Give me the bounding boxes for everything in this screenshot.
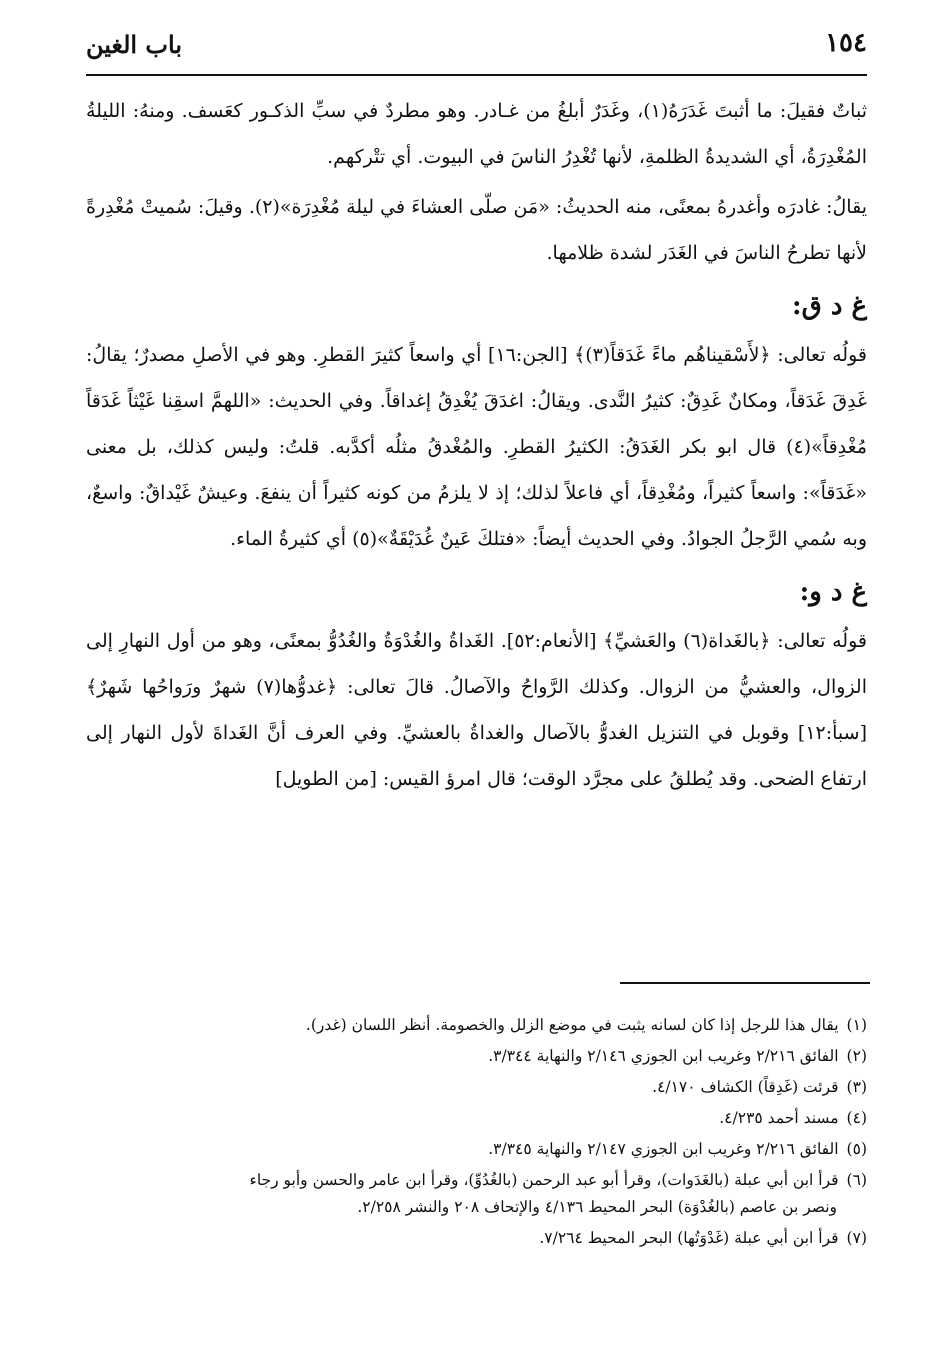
page-number: ١٥٤ bbox=[825, 28, 867, 58]
footnote bbox=[86, 1043, 867, 1070]
main-text bbox=[86, 88, 867, 802]
footnote-number: (٤) bbox=[846, 1109, 867, 1127]
body-paragraph: يقالُ: غادرَه وأغدرهُ بمعنًى، منه الحديثُ: «مَن صلّى العشاءَ في ليلة مُغْدِرَة»(٢). وقيلَ: سُميتْ مُغْدِرةً لأنها تطرحُ الناسَ في الغَدَر لشدة ظلامها. bbox=[86, 196, 867, 264]
body-paragraph: ثباتٌ فقيلَ: ما أثبتَ غَدَرَهُ(١)، وغَدَرٌ أبلغُ من غـادر. وهو مطردٌ في سبِّ الذكـور كعَسف. ومنهُ: الليلةُ المُغْدِرَةُ، أي الشديدةُ الظلمةِ، لأنها تُغْدِرُ الناسَ في البيوت. أي تتْركهم. bbox=[86, 100, 867, 168]
footnote-text: الفائق ٢/٢١٦ وغريب ابن الجوزي ٢/١٤٦ والنهاية ٣/٣٤٤. bbox=[488, 1047, 839, 1065]
footnote bbox=[86, 1012, 867, 1039]
footnote-number: (٢) bbox=[846, 1047, 867, 1065]
footnote-text: قرئت (غَدِقاً) الكشاف ٤/١٧٠. bbox=[652, 1078, 839, 1096]
footnote bbox=[86, 1105, 867, 1132]
footnote bbox=[86, 1136, 867, 1163]
footnote-text: قرأ ابن أبي عبلة (بالغَدَوات)، وقرأ أبو عبد الرحمن (بالغُدُوِّ)، وقرأ ابن عامر والحسن وأبو رجاء bbox=[249, 1171, 839, 1189]
footnote-divider bbox=[620, 982, 870, 984]
footnote-text: يقال هذا للرجل إذا كان لسانه يثبت في موضع الزلل والخصومة. أنظر اللسان (غدر). bbox=[305, 1016, 839, 1034]
running-title: باب الغين bbox=[86, 30, 183, 59]
footnote bbox=[86, 1225, 867, 1252]
footnote-number: (٥) bbox=[846, 1140, 867, 1158]
footnote-text: قرأ ابن أبي عبلة (غَدْوَتُها) البحر المحيط ٧/٢٦٤. bbox=[539, 1229, 839, 1247]
footnote-continuation: ونصر بن عاصم (بالغُدْوَة) البحر المحيط ٤/١٣٦ والإتحاف ٢٠٨ والنشر ٢/٢٥٨. bbox=[357, 1198, 837, 1216]
footnote-number: (١) bbox=[846, 1016, 867, 1034]
footnote bbox=[86, 1074, 867, 1101]
root-heading: غ د و: bbox=[799, 577, 867, 607]
footnote-text: الفائق ٢/٢١٦ وغريب ابن الجوزي ٢/١٤٧ والنهاية ٣/٣٤٥. bbox=[488, 1140, 839, 1158]
page-header bbox=[86, 26, 867, 76]
footnote-text: مسند أحمد ٤/٢٣٥. bbox=[719, 1109, 839, 1127]
body-paragraph: قولُه تعالى: ﴿لأَسْقيناهُم ماءً غَدَقاً(٣)﴾ [الجن:١٦] أي واسعاً كثيرَ القطرِ. وهو في الأصلِ مصدرٌ؛ يقالُ: غَدِقَ غَدَقاً، ومكانٌ غَدِقٌ: كثيرُ النَّدى. ويقالُ: اغدَقَ يُغْدِقُ إغداقاً. وفي الحديث: «اللهمَّ اسقِنا غَيْثاً غَدَقاً مُغْدِقاً»(٤) قال ابو بكر الغَدَقُ: الكثيرُ القطرِ. والمُغْدقُ مثلُه أكدَّبه. قلتُ: وليس كذلك، بل معنى «غَدَقاً»: واسعاً كثيراً، ومُغْدِقاً، أي فاعلاً لذلك؛ إذ لا يلزمُ من كونه كثيراً أن ينفعَ. وعيشٌ غَيْداقٌ: واسعٌ، وبه سُمي الرَّجلُ الجوادُ. وفي الحديث أيضاً: «فتلكَ عَينٌ غُدَيْقَةٌ»(٥) أي كثيرةُ الماء. bbox=[86, 344, 867, 550]
footnote bbox=[86, 1167, 867, 1221]
footnote-number: (٧) bbox=[846, 1229, 867, 1247]
footnote-number: (٦) bbox=[846, 1171, 867, 1189]
root-heading: غ د ق: bbox=[792, 291, 867, 321]
body-paragraph: قولُه تعالى: ﴿بالغَداة(٦) والعَشيِّ﴾ [الأنعام:٥٢]. الغَداةُ والغُدْوَةُ والغُدُوُّ بمعنًى، وهو من أول النهارِ إلى الزوال، والعشيُّ من الزوال. وكذلك الرَّواحُ والآصالُ. قالَ تعالى: ﴿غدوُّها(٧) شهرٌ ورَواحُها شَهرٌ﴾ [سبأ:١٢] وقوبل في التنزيل الغدوُّ بالآصال والغداةُ بالعشيِّ. وفي العرف أنَّ الغَداةَ لأول النهار إلى ارتفاع الضحى. وقد يُطلقُ على مجرَّد الوقت؛ قال امرؤ القيس: [من الطويل] bbox=[86, 630, 867, 790]
footnote-number: (٣) bbox=[846, 1078, 867, 1096]
footnotes bbox=[86, 1012, 867, 1256]
